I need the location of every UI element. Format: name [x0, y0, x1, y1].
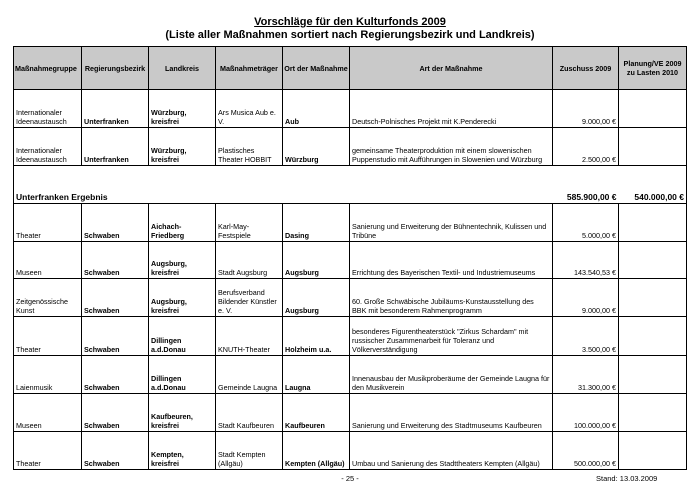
cell-zuschuss: 5.000,00 € [553, 204, 619, 242]
cell-traeger: Stadt Kempten (Allgäu) [216, 432, 283, 470]
cell-zuschuss: 9.000,00 € [553, 279, 619, 317]
cell-traeger: KNUTH-Theater [216, 317, 283, 356]
col-header-planung: Planung/VE 2009 zu Lasten 2010 [619, 47, 687, 90]
cell-ort: Dasing [283, 204, 350, 242]
cell-planung [619, 356, 687, 394]
unterfranken-rows [14, 90, 687, 166]
cell-landkreis: Kempten, kreisfrei [149, 432, 216, 470]
cell-ort: Holzheim u.a. [283, 317, 350, 356]
cell-art: Sanierung und Erweiterung des Stadtmuseums Kaufbeuren [350, 394, 553, 432]
cell-landkreis: Aichach-Friedberg [149, 204, 216, 242]
table-row [14, 90, 687, 128]
cell-traeger: Berufsverband Bildender Künstler e. V. [216, 279, 283, 317]
subtotal-planung: 540.000,00 € [619, 166, 687, 204]
cell-planung [619, 317, 687, 356]
cell-landkreis: Augsburg, kreisfrei [149, 279, 216, 317]
cell-landkreis: Kaufbeuren, kreisfrei [149, 394, 216, 432]
cell-gruppe: Museen [14, 394, 82, 432]
col-header-art: Art der Maßnahme [350, 47, 553, 90]
cell-gruppe: Theater [14, 317, 82, 356]
cell-traeger: Ars Musica Aub e. V. [216, 90, 283, 128]
cell-ort: Augsburg [283, 242, 350, 279]
cell-planung [619, 394, 687, 432]
cell-planung [619, 279, 687, 317]
cell-landkreis: Würzburg, kreisfrei [149, 90, 216, 128]
cell-landkreis: Dillingen a.d.Donau [149, 317, 216, 356]
stand-date: Stand: 13.03.2009 [596, 474, 658, 483]
cell-landkreis: Würzburg, kreisfrei [149, 128, 216, 166]
cell-bezirk: Schwaben [82, 317, 149, 356]
cell-bezirk: Schwaben [82, 356, 149, 394]
cell-planung [619, 128, 687, 166]
cell-gruppe: Theater [14, 432, 82, 470]
cell-zuschuss: 31.300,00 € [553, 356, 619, 394]
cell-art: Deutsch-Polnisches Projekt mit K.Penderecki [350, 90, 553, 128]
cell-gruppe: Museen [14, 242, 82, 279]
cell-planung [619, 90, 687, 128]
cell-ort: Kaufbeuren [283, 394, 350, 432]
subtotal-label: Unterfranken Ergebnis [14, 166, 553, 204]
cell-zuschuss: 100.000,00 € [553, 394, 619, 432]
table-row [14, 394, 687, 432]
cell-gruppe: Internationaler Ideenaustausch [14, 128, 82, 166]
col-header-gruppe: Maßnahmegruppe [14, 47, 82, 90]
col-header-bezirk: Regierungsbezirk [82, 47, 149, 90]
table-row [14, 356, 687, 394]
cell-traeger: Stadt Kaufbeuren [216, 394, 283, 432]
cell-landkreis: Dillingen a.d.Donau [149, 356, 216, 394]
cell-zuschuss: 9.000,00 € [553, 90, 619, 128]
cell-planung [619, 432, 687, 470]
cell-traeger: Gemeinde Laugna [216, 356, 283, 394]
cell-ort: Augsburg [283, 279, 350, 317]
cell-bezirk: Schwaben [82, 432, 149, 470]
cell-bezirk: Unterfranken [82, 128, 149, 166]
cell-ort: Würzburg [283, 128, 350, 166]
cell-art: Innenausbau der Musikproberäume der Gemeinde Laugna für den Musikverein [350, 356, 553, 394]
subtotal-zuschuss: 585.900,00 € [553, 166, 619, 204]
cell-ort: Laugna [283, 356, 350, 394]
cell-art: Umbau und Sanierung des Stadttheaters Kempten (Allgäu) [350, 432, 553, 470]
cell-planung [619, 204, 687, 242]
cell-bezirk: Schwaben [82, 394, 149, 432]
table-header-row [14, 47, 687, 90]
cell-zuschuss: 143.540,53 € [553, 242, 619, 279]
cell-art: gemeinsame Theaterproduktion mit einem slowenischen Puppenstudio mit Aufführungen in Slowenien und Würzburg [350, 128, 553, 166]
cell-gruppe: Laienmusik [14, 356, 82, 394]
cell-gruppe: Theater [14, 204, 82, 242]
cell-traeger: Plastisches Theater HOBBIT [216, 128, 283, 166]
document-subtitle: (Liste aller Maßnahmen sortiert nach Regierungsbezirk und Landkreis) [165, 29, 535, 41]
col-header-landkreis: Landkreis [149, 47, 216, 90]
cell-zuschuss: 2.500,00 € [553, 128, 619, 166]
page-number: - 25 - [341, 474, 359, 483]
cell-ort: Aub [283, 90, 350, 128]
cell-art: besonderes Figurentheaterstück "Zirkus Schardam" mit russischer Zusammenarbeit für Toleranz und Völkerverständigung [350, 317, 553, 356]
cell-bezirk: Schwaben [82, 242, 149, 279]
table-row [14, 242, 687, 279]
col-header-traeger: Maßnahmeträger [216, 47, 283, 90]
cell-gruppe: Internationaler Ideenaustausch [14, 90, 82, 128]
subtotal-section [14, 166, 687, 204]
col-header-zuschuss: Zuschuss 2009 [553, 47, 619, 90]
subtotal-row [14, 166, 687, 204]
cell-planung [619, 242, 687, 279]
cell-traeger: Karl-May-Festspiele [216, 204, 283, 242]
document-title: Vorschläge für den Kulturfonds 2009 [254, 16, 446, 28]
cell-ort: Kempten (Allgäu) [283, 432, 350, 470]
cell-traeger: Stadt Augsburg [216, 242, 283, 279]
cell-bezirk: Schwaben [82, 204, 149, 242]
cell-zuschuss: 3.500,00 € [553, 317, 619, 356]
table-row [14, 128, 687, 166]
cell-gruppe: Zeitgenössische Kunst [14, 279, 82, 317]
cell-art: Sanierung und Erweiterung der Bühnentechnik, Kulissen und Tribüne [350, 204, 553, 242]
table-row [14, 204, 687, 242]
table-row [14, 279, 687, 317]
cell-landkreis: Augsburg, kreisfrei [149, 242, 216, 279]
table-row [14, 317, 687, 356]
table-row [14, 432, 687, 470]
measures-table [13, 46, 687, 470]
schwaben-rows [14, 204, 687, 470]
cell-art: 60. Große Schwäbische Jubiläums-Kunstausstellung des BBK mit besonderem Rahmenprogramm [350, 279, 553, 317]
col-header-ort: Ort der Maßnahme [283, 47, 350, 90]
cell-bezirk: Schwaben [82, 279, 149, 317]
cell-bezirk: Unterfranken [82, 90, 149, 128]
cell-zuschuss: 500.000,00 € [553, 432, 619, 470]
cell-art: Errichtung des Bayerischen Textil- und Industriemuseums [350, 242, 553, 279]
